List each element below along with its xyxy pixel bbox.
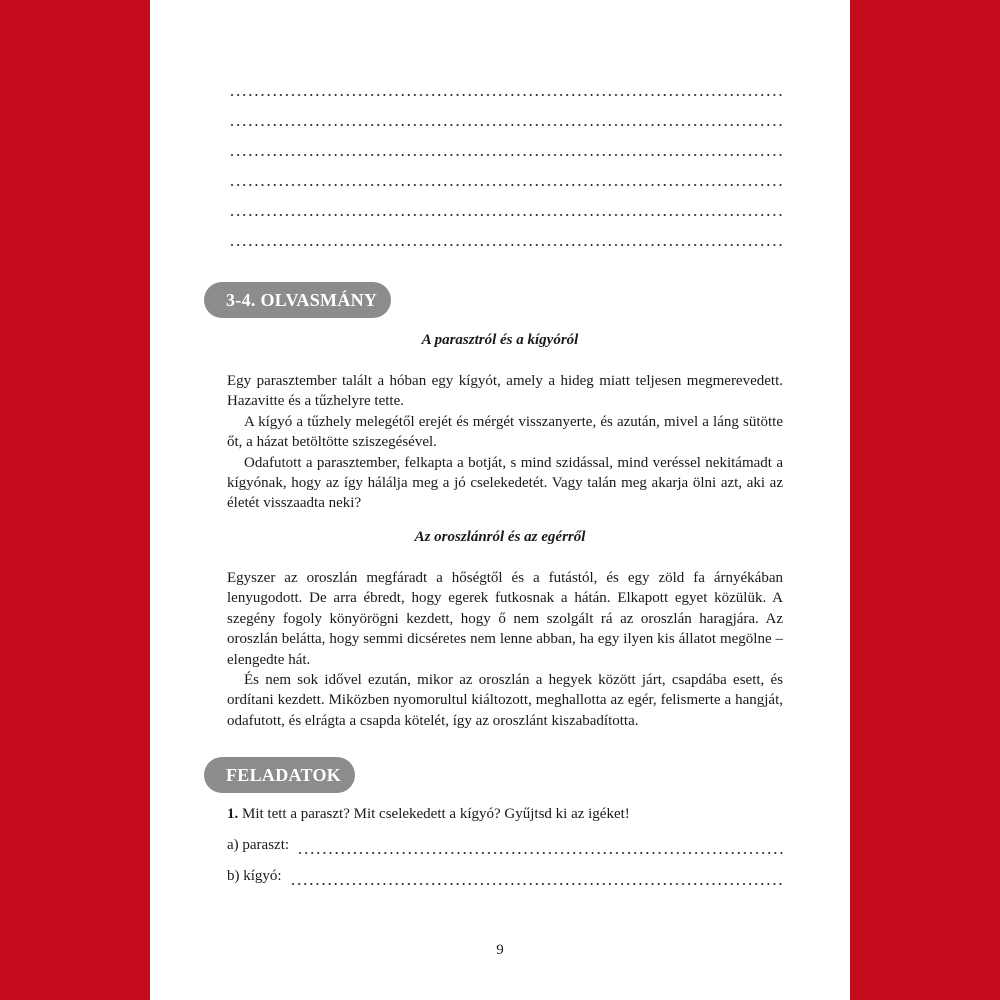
paragraph: Egy parasztember talált a hóban egy kígyót, amely a hideg miatt teljesen megmerevedett. Hazavitte és a tűzhelyre tette.: [227, 373, 783, 410]
task-text: Mit tett a paraszt? Mit cselekedett a kígyó? Gyűjtsd ki az igéket!: [242, 806, 630, 822]
story-text: [227, 568, 783, 731]
paragraph: A kígyó a tűzhely melegétől erejét és mérgét visszanyerte, és azután, mivel a láng sütötte őt, a házat betöltötte sziszegésével.: [227, 413, 783, 451]
answer-line[interactable]: [297, 852, 783, 854]
paragraph: Egyszer az oroszlán megfáradt a hőségtől és a futástól, és egy zöld fa árnyékában lenyugodott. De arra ébredt, hogy egerek futkosnak a hátán. Elkapott egyet közülük. A szegény fogoly könyörögni kezdett, hogy ő nem szolgált rá az oroszlán haragjára. Az oroszlán belátta, hogy semmi dicséretes nem lenne abban, ha egy ilyen kis állatot megölne – elengedte hát.: [227, 570, 783, 668]
answer-row: [227, 837, 783, 859]
paragraph: És nem sok idővel ezután, mikor az oroszlán a hegyek között járt, csapdába esett, és ordítani kezdett. Miközben nyomorultul kiáltozott, meghallotta az egér, felismerte a hangját, odafutott, és elrágta a csapda kötelét, így az oroszlánt kiszabadította.: [227, 672, 783, 729]
answer-line[interactable]: [229, 124, 782, 126]
answer-line[interactable]: [290, 883, 783, 885]
answer-label: a) paraszt:: [227, 837, 290, 853]
task-number: 1.: [227, 806, 239, 822]
section-header-olvasmany: 3-4. OLVASMÁNY: [204, 282, 391, 318]
workbook-page: [150, 0, 850, 1000]
answer-label: b) kígyó:: [227, 868, 282, 884]
story-title: A parasztról és a kígyóról: [421, 332, 579, 348]
answer-line[interactable]: [229, 154, 782, 156]
page-number: 9: [496, 942, 504, 958]
story-text: [227, 371, 783, 514]
story-title: Az oroszlánról és az egérről: [414, 529, 586, 545]
answer-line[interactable]: [229, 94, 782, 96]
answer-line[interactable]: [229, 214, 782, 216]
task-question: [227, 806, 783, 823]
answer-row: [227, 868, 783, 890]
paragraph: Odafutott a parasztember, felkapta a botját, s mind szidással, mind veréssel nekitámadt a kígyónak, hogy az így hálálja meg a jó cselekedetét. Vagy talán meg akarja ölni azt, aki az életét visszaadta neki?: [227, 454, 783, 512]
section-header-feladatok: FELADATOK: [204, 757, 355, 793]
answer-line[interactable]: [229, 244, 782, 246]
answer-line[interactable]: [229, 184, 782, 186]
